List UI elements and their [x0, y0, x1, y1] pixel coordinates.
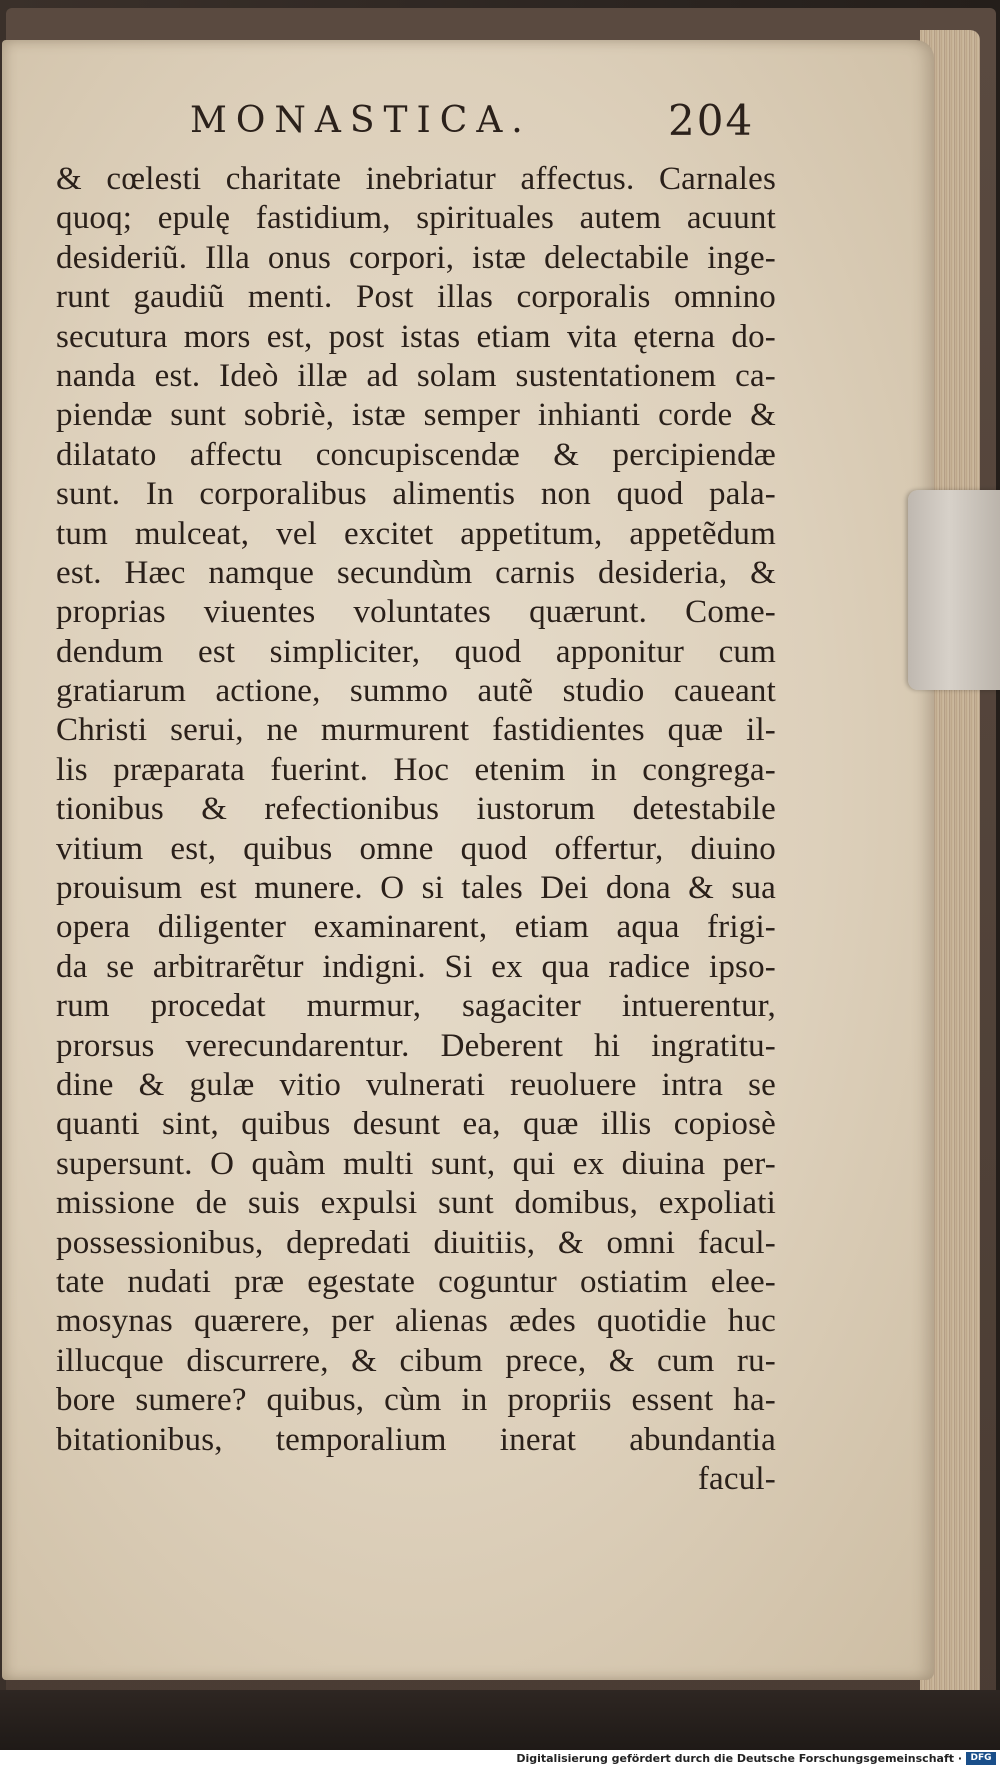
text-line: prorsus verecundarentur. Deberent hi ingratitu-	[56, 1027, 776, 1064]
bottom-shadow	[0, 1690, 1000, 1750]
text-line: & cœlesti charitate inebriatur affectus. Carnales	[56, 161, 776, 197]
bookmark-tab	[908, 490, 1000, 690]
text-line: possessionibus, depredati diuitiis, & omni facul-	[56, 1224, 776, 1261]
text-line: gratiarum actione, summo autẽ studio caueant	[56, 673, 776, 710]
text-line: sunt. In corporalibus alimentis non quod pala-	[56, 476, 776, 513]
text-line: prouisum est munere. O si tales Dei dona & sua	[56, 870, 776, 907]
text-line: runt gaudiũ menti. Post illas corporalis omnino	[56, 279, 776, 316]
text-line: lis præparata fuerint. Hoc etenim in congrega-	[56, 751, 776, 788]
text-line: dilatato affectu concupiscendæ & percipiendæ	[56, 436, 776, 473]
dfg-logo: DFG	[966, 1752, 996, 1765]
text-line: bore sumere? quibus, cùm in propriis essent ha-	[56, 1382, 776, 1419]
running-head: MONASTICA.	[190, 100, 532, 141]
catchword: facul-	[697, 1460, 776, 1497]
digitization-footer	[0, 1750, 1000, 1768]
text-line: nanda est. Ideò illæ ad solam sustentationem ca-	[56, 357, 776, 394]
text-line: tionibus & refectionibus iustorum detestabile	[56, 791, 776, 828]
text-line: opera diligenter examinarent, etiam aqua frigi-	[56, 909, 776, 946]
text-line: desideriũ. Illa onus corpori, istæ delectabile inge-	[56, 239, 776, 276]
text-line: proprias viuentes voluntates quærunt. Come-	[56, 594, 776, 631]
text-line: piendæ sunt sobriè, istæ semper inhianti corde &	[56, 397, 776, 434]
body-text	[56, 160, 776, 1499]
page-number: 204	[668, 96, 755, 145]
text-line: rum procedat murmur, sagaciter intuerentur,	[56, 988, 776, 1025]
text-line: tum mulceat, vel excitet appetitum, appetẽdum	[56, 515, 776, 552]
text-line: est. Hæc namque secundùm carnis desideria, &	[56, 554, 776, 591]
text-line: quoq; epulę fastidium, spirituales autem acuunt	[56, 200, 776, 237]
text-line: tate nudati præ egestate coguntur ostiatim elee-	[56, 1263, 776, 1300]
text-line: missione de suis expulsi sunt domibus, expoliati	[56, 1185, 776, 1222]
text-line: Christi serui, ne murmurent fastidientes quæ il-	[56, 712, 776, 749]
text-line: supersunt. O quàm multi sunt, qui ex diuina per-	[56, 1145, 776, 1182]
text-line: dine & gulæ vitio vulnerati reuoluere intra se	[56, 1066, 776, 1103]
text-line: illucque discurrere, & cibum prece, & cum ru-	[56, 1342, 776, 1379]
text-line: da se arbitrarẽtur indigni. Si ex qua radice ipso-	[56, 948, 776, 985]
text-line: dendum est simpliciter, quod apponitur cum	[56, 633, 776, 670]
text-line: quanti sint, quibus desunt ea, quæ illis copiosè	[56, 1106, 776, 1143]
text-line: mosynas quærere, per alienas ædes quotidie huc	[56, 1303, 776, 1340]
text-line: bitationibus, temporalium inerat abundantia	[56, 1421, 776, 1458]
text-line: vitium est, quibus omne quod offertur, diuino	[56, 830, 776, 867]
text-line: secutura mors est, post istas etiam vita ęterna do-	[56, 318, 776, 355]
footer-credit: Digitalisierung gefördert durch die Deutsche Forschungsgemeinschaft ·	[516, 1752, 962, 1765]
